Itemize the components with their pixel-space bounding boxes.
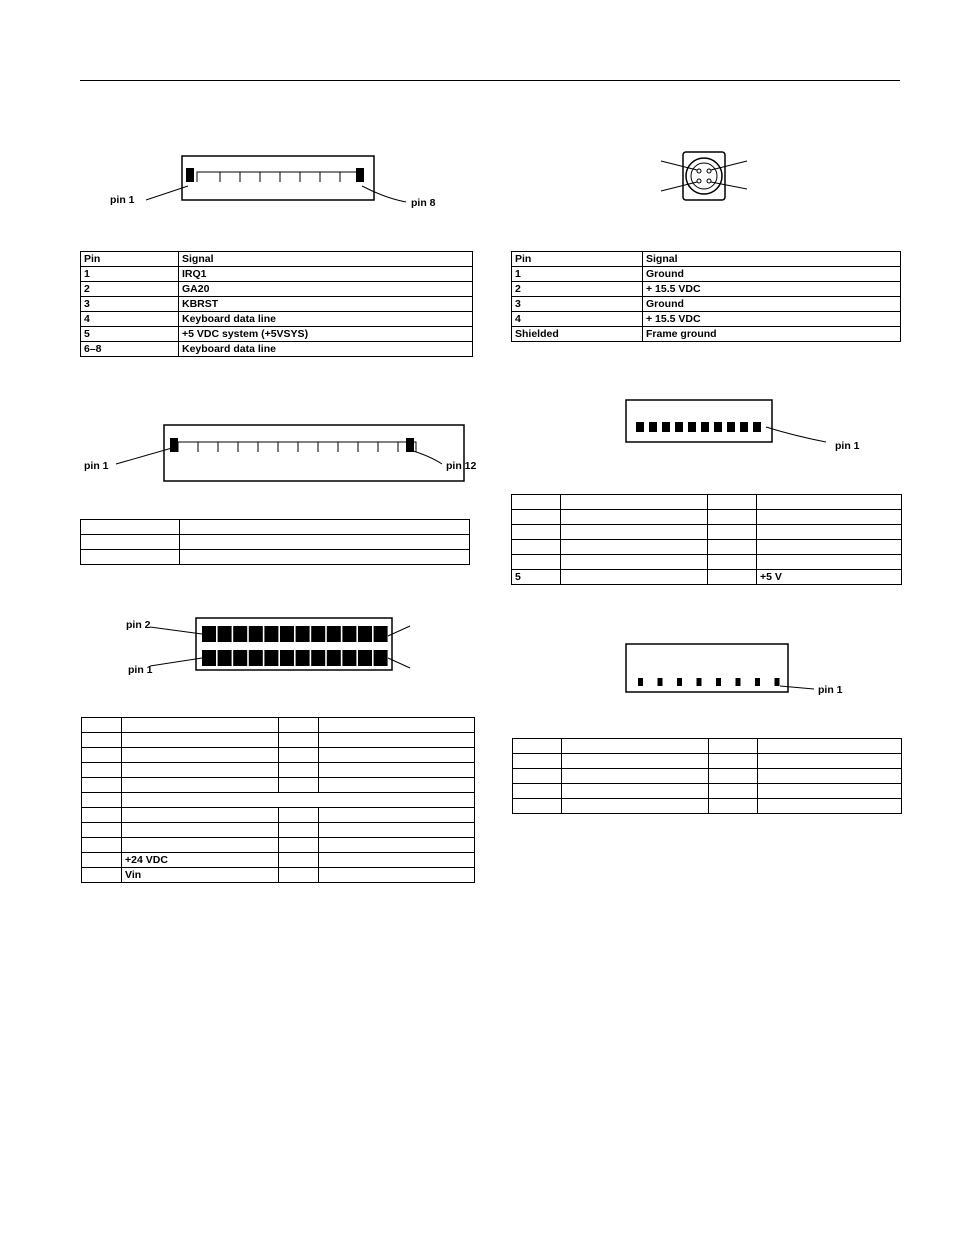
pin-cell [82, 853, 122, 868]
pin-mark [677, 678, 682, 686]
signal-cell [758, 784, 902, 799]
pin-cell [513, 769, 562, 784]
10pin-table [511, 494, 902, 585]
pin-cell: 4 [512, 312, 643, 327]
pin-mark [740, 422, 748, 432]
pin-mark [662, 422, 670, 432]
signal-cell [180, 535, 470, 550]
pin-cell: 2 [512, 282, 643, 297]
pin-mark [311, 650, 325, 666]
pin-cell: 3 [81, 297, 179, 312]
signal-cell [319, 718, 475, 733]
24pin-connector-diagram [140, 612, 430, 682]
table-header-pin: Pin [81, 252, 179, 267]
pin-cell [279, 823, 319, 838]
pin-mark [649, 422, 657, 432]
table-row [513, 784, 902, 799]
pin-mark [716, 678, 721, 686]
signal-cell [122, 808, 279, 823]
pin-cell [279, 868, 319, 883]
pin-mark [280, 650, 294, 666]
12pin-connector-diagram [80, 420, 480, 490]
table-row [82, 853, 475, 868]
pin2-label: pin 2 [126, 619, 151, 631]
pin-cell [82, 838, 122, 853]
signal-cell [561, 570, 708, 585]
10pin-connector-diagram [620, 396, 860, 456]
table-row [512, 327, 901, 342]
pin-mark [697, 678, 702, 686]
table-row [81, 282, 473, 297]
pin-cell [81, 520, 180, 535]
signal-cell [319, 748, 475, 763]
pin-cell: 6–8 [81, 342, 179, 357]
pin-cell: Shielded [512, 327, 643, 342]
pin-mark [296, 650, 310, 666]
table-row [81, 520, 470, 535]
pin-mark [658, 678, 663, 686]
pin-mark [775, 678, 780, 686]
pin-cell [708, 540, 757, 555]
signal-cell [319, 778, 475, 793]
table-header-row [81, 252, 473, 267]
dc-in-connector-diagram [655, 148, 755, 208]
signal-cell [562, 784, 709, 799]
signal-cell [122, 823, 279, 838]
pin-cell [82, 763, 122, 778]
pin-mark [249, 626, 263, 642]
signal-cell [319, 853, 475, 868]
pin-mark [638, 678, 643, 686]
pin-cell [81, 535, 180, 550]
signal-cell [562, 739, 709, 754]
signal-cell: +5 VDC system (+5VSYS) [179, 327, 473, 342]
table-row [81, 327, 473, 342]
pin-cell: 1 [512, 267, 643, 282]
pin-mark [311, 626, 325, 642]
pin-mark [327, 626, 341, 642]
signal-cell [757, 495, 902, 510]
pin-mark [736, 678, 741, 686]
pin-mark [636, 422, 644, 432]
pin-cell [513, 754, 562, 769]
pin-mark [675, 422, 683, 432]
pin-mark [218, 650, 232, 666]
table-row [82, 748, 475, 763]
signal-cell: Keyboard data line [179, 342, 473, 357]
pin-mark [233, 650, 247, 666]
pin1-label: pin 1 [84, 460, 109, 472]
pin8-label: pin 8 [411, 197, 436, 209]
table-row [82, 718, 475, 733]
pin-cell [512, 555, 561, 570]
signal-cell [319, 823, 475, 838]
header-rule [80, 80, 900, 81]
table-row [512, 495, 902, 510]
pin-cell [512, 495, 561, 510]
pin-cell [513, 739, 562, 754]
pin-cell [708, 525, 757, 540]
pin1-label: pin 1 [128, 664, 153, 676]
signal-cell [122, 838, 279, 853]
signal-cell [122, 763, 279, 778]
pin-cell [513, 784, 562, 799]
pin-cell [709, 754, 758, 769]
pin-mark [358, 626, 372, 642]
24pin-table [81, 717, 475, 883]
signal-cell: Keyboard data line [179, 312, 473, 327]
pin-mark [342, 650, 356, 666]
pin-cell [708, 570, 757, 585]
pin-cell [709, 739, 758, 754]
signal-cell [561, 510, 708, 525]
pin-cell [279, 733, 319, 748]
signal-cell: Vin [122, 868, 279, 883]
table-row [82, 868, 475, 883]
signal-cell: + 15.5 VDC [643, 282, 901, 297]
signal-cell [562, 754, 709, 769]
pin-cell: 5 [81, 327, 179, 342]
signal-cell [180, 520, 470, 535]
12pin-table [80, 519, 470, 565]
table-row [512, 510, 902, 525]
pin-cell [82, 718, 122, 733]
pin-cell [279, 778, 319, 793]
table-row [82, 808, 475, 823]
pin-cell [279, 763, 319, 778]
pin-cell [709, 799, 758, 814]
pin-cell: 4 [81, 312, 179, 327]
table-row [512, 312, 901, 327]
pin-cell [82, 793, 122, 808]
pin1-label: pin 1 [835, 440, 860, 452]
pin-mark [688, 422, 696, 432]
pin-cell [279, 838, 319, 853]
signal-cell: + 15.5 VDC [643, 312, 901, 327]
table-row [81, 342, 473, 357]
table-row [513, 769, 902, 784]
table-header-row [512, 252, 901, 267]
signal-cell [180, 550, 470, 565]
pin-mark [202, 626, 216, 642]
pin-mark [202, 650, 216, 666]
pin-cell [708, 555, 757, 570]
pin-mark [755, 678, 760, 686]
signal-cell [319, 733, 475, 748]
table-row [82, 778, 475, 793]
signal-cell [319, 763, 475, 778]
pin-cell [709, 769, 758, 784]
signal-cell [757, 510, 902, 525]
signal-cell [122, 733, 279, 748]
signal-cell [319, 838, 475, 853]
pin-mark [342, 626, 356, 642]
table-row [82, 733, 475, 748]
8pin-connector-diagram [622, 640, 822, 700]
table-row [512, 570, 902, 585]
pin-cell [82, 808, 122, 823]
table-row [81, 312, 473, 327]
signal-cell: +5 V [757, 570, 902, 585]
pin-mark [296, 626, 310, 642]
pin-cell [513, 799, 562, 814]
table-row [512, 540, 902, 555]
pin-mark [358, 650, 372, 666]
signal-cell [122, 793, 475, 808]
pin-mark [218, 626, 232, 642]
pin-cell [81, 550, 180, 565]
signal-cell [758, 799, 902, 814]
pin-cell: 1 [81, 267, 179, 282]
pin-cell [82, 733, 122, 748]
table-row [512, 267, 901, 282]
pin-mark [233, 626, 247, 642]
pin-cell: 2 [81, 282, 179, 297]
signal-cell [757, 555, 902, 570]
table-row [512, 282, 901, 297]
signal-cell [758, 754, 902, 769]
pin-mark [327, 650, 341, 666]
signal-cell: KBRST [179, 297, 473, 312]
pin-mark [374, 650, 388, 666]
pin1-label: pin 1 [110, 194, 135, 206]
pin-mark [264, 626, 278, 642]
pin-mark [249, 650, 263, 666]
table-row [81, 267, 473, 282]
pin-mark [374, 626, 388, 642]
table-row [82, 823, 475, 838]
signal-cell [319, 808, 475, 823]
table-row [512, 297, 901, 312]
pin-mark [727, 422, 735, 432]
signal-cell [122, 718, 279, 733]
pin-cell [279, 748, 319, 763]
8pin-table [512, 738, 902, 814]
signal-cell: Ground [643, 297, 901, 312]
table-row [513, 799, 902, 814]
pin-cell [708, 510, 757, 525]
pin1-label: pin 1 [818, 684, 843, 696]
pin-mark [280, 626, 294, 642]
table-row [81, 535, 470, 550]
signal-cell: Ground [643, 267, 901, 282]
table-header-signal: Signal [643, 252, 901, 267]
pin12-label: pin 12 [446, 460, 477, 472]
signal-cell: GA20 [179, 282, 473, 297]
pin-cell [708, 495, 757, 510]
table-header-pin: Pin [512, 252, 643, 267]
signal-cell [319, 868, 475, 883]
signal-cell [561, 525, 708, 540]
pin-cell [279, 853, 319, 868]
table-row [82, 838, 475, 853]
pin-mark [264, 650, 278, 666]
signal-cell [561, 540, 708, 555]
table-row [82, 763, 475, 778]
pin-cell [512, 510, 561, 525]
pin-cell [82, 748, 122, 763]
signal-cell [757, 540, 902, 555]
signal-cell: IRQ1 [179, 267, 473, 282]
pin-mark [753, 422, 761, 432]
table-row [513, 739, 902, 754]
pin-cell [709, 784, 758, 799]
signal-cell: +24 VDC [122, 853, 279, 868]
signal-cell [562, 799, 709, 814]
signal-cell [561, 495, 708, 510]
kb-connector-diagram [100, 150, 460, 220]
pin-cell [279, 718, 319, 733]
table-row [82, 793, 475, 808]
pin-mark [701, 422, 709, 432]
signal-cell [561, 555, 708, 570]
pin-mark [714, 422, 722, 432]
table-row [512, 525, 902, 540]
pin-cell: 5 [512, 570, 561, 585]
signal-cell: Frame ground [643, 327, 901, 342]
kb-pin-table [80, 251, 473, 357]
table-header-signal: Signal [179, 252, 473, 267]
pin-cell [512, 525, 561, 540]
pin-cell [82, 778, 122, 793]
dc-pin-table [511, 251, 901, 342]
pin-cell [82, 868, 122, 883]
signal-cell [758, 769, 902, 784]
table-row [81, 297, 473, 312]
pin-cell [82, 823, 122, 838]
signal-cell [122, 778, 279, 793]
signal-cell [122, 748, 279, 763]
table-row [81, 550, 470, 565]
signal-cell [758, 739, 902, 754]
pin-cell [279, 808, 319, 823]
signal-cell [757, 525, 902, 540]
signal-cell [562, 769, 709, 784]
pin-cell: 3 [512, 297, 643, 312]
pin-cell [512, 540, 561, 555]
table-row [512, 555, 902, 570]
table-row [513, 754, 902, 769]
